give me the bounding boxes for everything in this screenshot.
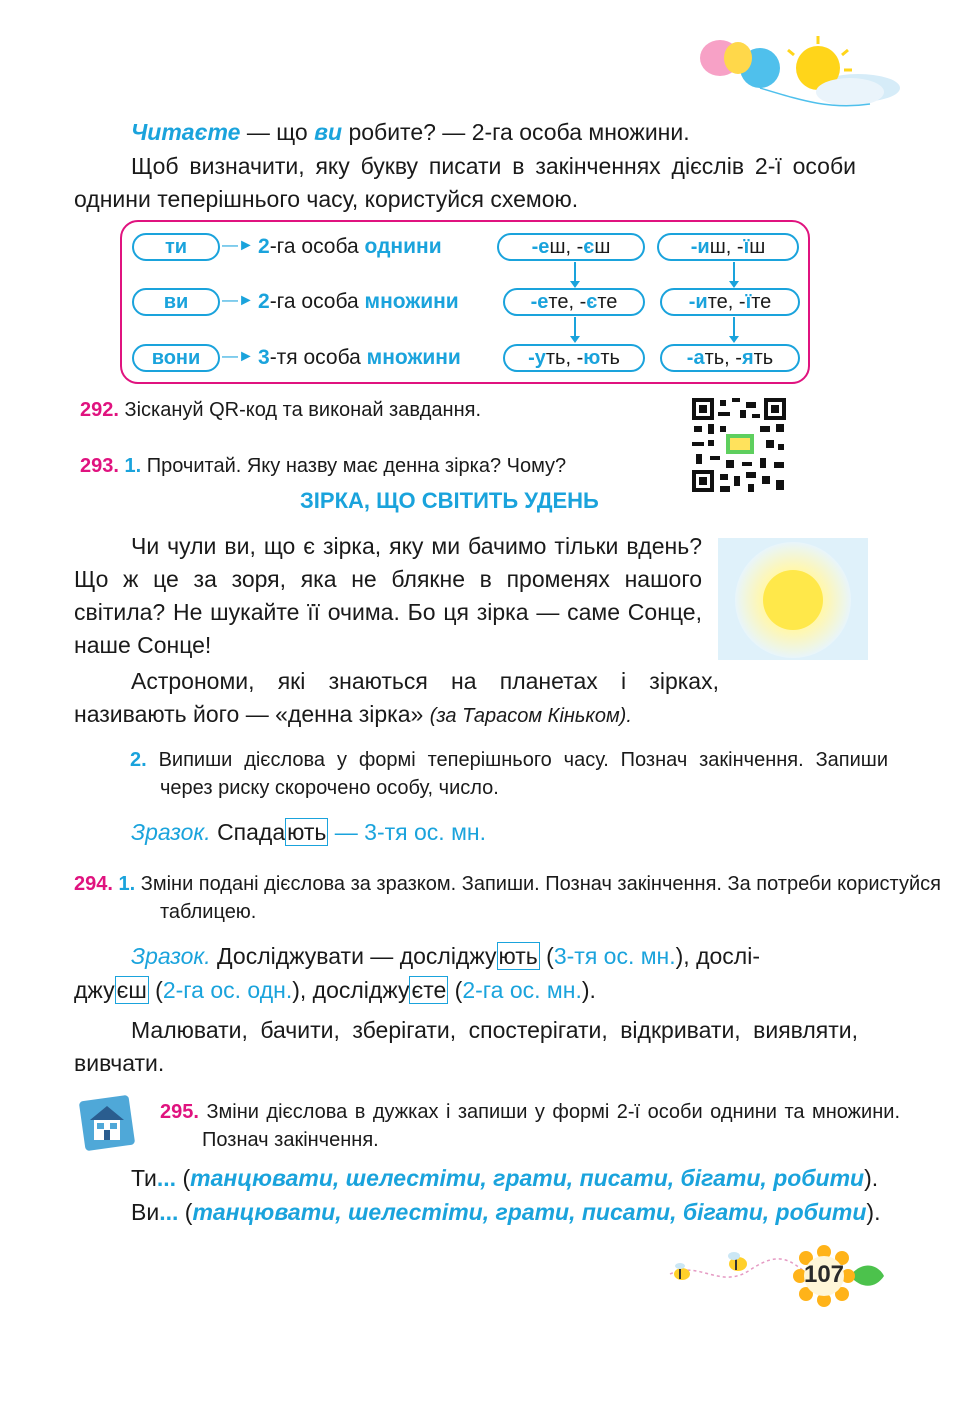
story-paragraph-1: Чи чули ви, що є зірка, яку ми бачимо тільки вдень? Що ж це за зоря, яка не блякне в променях нашого світила? Не шукайте її очима. Бо ця зірка — саме Сонце, наше Сонце!: [74, 533, 702, 658]
qr-code-icon[interactable]: [690, 396, 788, 494]
arrow-down-icon: [733, 262, 735, 282]
person-label: 2-га особа однини: [258, 235, 442, 258]
ending-pill-u: -уть, -ють: [503, 344, 645, 372]
pronoun-pill: ви: [132, 288, 220, 316]
arrow-down-icon: [574, 317, 576, 337]
story-paragraph-2: Астрономи, які знаються на планетах і зірках, називають його — «денна зірка» (за Тарасом Кіньком).: [74, 668, 719, 727]
sample-293: Зразок. Спадають — 3-тя ос. мн.: [131, 819, 486, 845]
task-292: 292. Зіскануй QR-код та виконай завдання.: [80, 399, 482, 421]
page-number: 107: [803, 1261, 845, 1288]
house-icon: [78, 1092, 136, 1152]
task-295-line-ti: Ти... (танцювати, шелестіти, грати, писати, бігати, робити).: [131, 1165, 879, 1191]
arrow-right-icon: —►: [222, 348, 254, 365]
verbs-list-294: Малювати, бачити, зберігати, спостерігати, відкривати, виявляти, вивчати.: [74, 1017, 858, 1076]
arrow-down-icon: [574, 262, 576, 282]
ending-pill-a: -ать, -ять: [660, 344, 800, 372]
ending-pill-i: -ите, -їте: [660, 288, 800, 316]
arrow-right-icon: —►: [222, 237, 254, 254]
person-label: 2-га особа множини: [258, 290, 459, 313]
sample-294-line-2: джуєш (2-га ос. одн.), досліджуєте (2-га ос. мн.).: [74, 977, 596, 1003]
task-295-line-vy: Ви... (танцювати, шелестіти, грати, писати, бігати, робити).: [131, 1199, 881, 1225]
pronoun-pill: ти: [132, 233, 220, 261]
task-293: 293. 1. Прочитай. Яку назву має денна зірка? Чому?: [80, 455, 567, 477]
pronoun-pill: вони: [132, 344, 220, 372]
text-title: ЗІРКА, ЩО СВІТИТЬ УДЕНЬ: [300, 488, 599, 513]
ending-pill-i: -иш, -їш: [657, 233, 799, 261]
task-294: 294. 1. Зміни подані дієслова за зразком. Запиши. Познач закінчення. За потреби користуйся таблицею.: [74, 873, 941, 923]
sample-294-line-1: Зразок. Досліджувати — досліджують (3-тя ос. мн.), дослі-: [131, 943, 760, 969]
intro-line: Читаєте — що ви робите? — 2-га особа множини.: [131, 119, 690, 145]
balloons-sun-decoration: [690, 30, 910, 120]
sun-icon: [718, 538, 868, 660]
arrow-down-icon: [733, 317, 735, 337]
intro-paragraph: Щоб визначити, яку букву писати в закінченнях дієслів 2-ї особи однини теперішнього часу, користуйся схемою.: [74, 153, 856, 212]
person-label: 3-тя особа множини: [258, 346, 461, 369]
arrow-right-icon: —►: [222, 292, 254, 309]
task-293-2: 2. Випиши дієслова у формі теперішнього часу. Познач закінчення. Запиши через риску скорочено особу, число.: [130, 749, 888, 799]
ending-pill-e: -ете, -єте: [503, 288, 645, 316]
task-295: 295. Зміни дієслова в дужках і запиши у формі 2-ї особи однини та множини. Познач закінчення.: [160, 1101, 901, 1151]
ending-pill-e: -еш, -єш: [497, 233, 645, 261]
